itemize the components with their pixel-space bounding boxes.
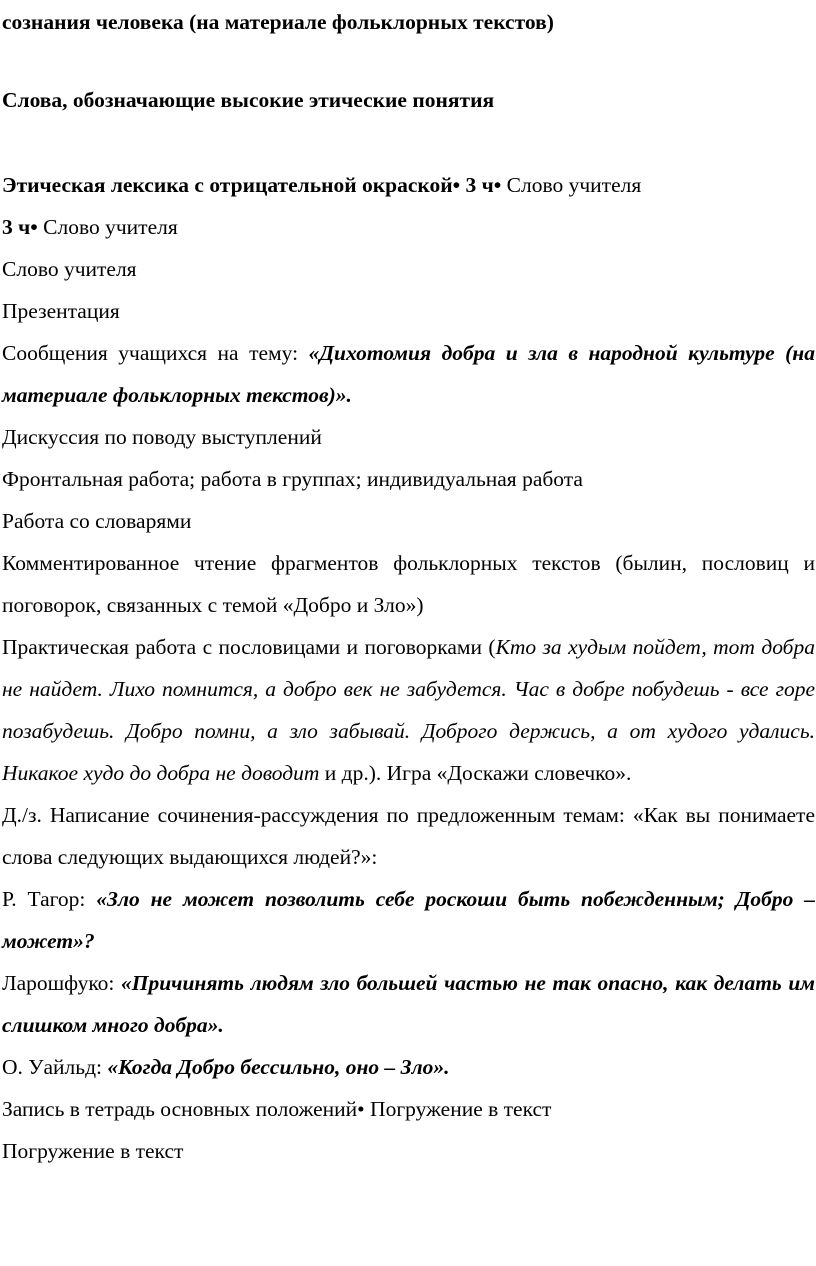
topic-negative-ethics — [2, 164, 815, 206]
hours-line — [2, 206, 815, 248]
method-line: Слово учителя — [2, 257, 137, 281]
quote: «Причинять людям зло большей частью не так опасно, как делать им слишком много добра». — [2, 971, 816, 1037]
heading-continuation: сознания человека (на материале фольклорных текстов) — [2, 10, 554, 34]
immersion-line: Погружение в текст — [2, 1139, 184, 1163]
author: Р. Тагор: — [2, 887, 97, 911]
proverbs: Кто за худым пойдет, тот добра не найдет. Лихо помнится, а добро век не забудется. Час в добре побудешь - все горе позабудешь. Добро помни, а зло забывай. Доброго держись, а от худого удались. Никакое худо до добра не доводит — [2, 635, 815, 785]
quote-larochefoucauld — [2, 962, 815, 1046]
quote: «Когда Добро бессильно, оно – Зло». — [107, 1055, 450, 1079]
quote-tagore — [2, 878, 815, 962]
commented-reading: Комментированное чтение фрагментов фольклорных текстов (былин, пословиц и поговорок, связанных с темой «Добро и Зло») — [2, 551, 815, 617]
practical-work — [2, 626, 815, 794]
practical-label: Практическая работа с пословицами и поговорками ( — [2, 635, 496, 659]
author: Ларошфуко: — [2, 971, 121, 995]
dictionaries-line: Работа со словарями — [2, 509, 192, 533]
author: О. Уайльд: — [2, 1055, 108, 1079]
presentation-line: Презентация — [2, 299, 120, 323]
heading-high-ethics: Слова, обозначающие высокие этические понятия — [2, 88, 495, 112]
reports-topic: «Дихотомия добра и зла в народной культуре (на материале фольклорных текстов)». — [2, 341, 815, 407]
discussion-line: Дискуссия по поводу выступлений — [2, 425, 322, 449]
notes-line: Запись в тетрадь основных положений• Погружение в текст — [2, 1097, 552, 1121]
method: Слово учителя — [37, 215, 178, 239]
method: Слово учителя — [501, 173, 642, 197]
quote: «Зло не может позволить себе роскоши быть побежденным; Добро – может»? — [2, 887, 815, 953]
student-reports — [2, 332, 815, 416]
practical-tail: и др.). Игра «Доскажи словечко». — [319, 761, 632, 785]
homework: Д./з. Написание сочинения-рассуждения по предложенным темам: «Как вы понимаете слова следующих выдающихся людей?»: — [2, 803, 815, 869]
work-forms-line: Фронтальная работа; работа в группах; индивидуальная работа — [2, 467, 583, 491]
topic-title: Этическая лексика с отрицательной окраской• 3 ч• — [2, 173, 502, 197]
quote-wilde — [2, 1046, 815, 1088]
hours: 3 ч• — [2, 215, 38, 239]
reports-label: Сообщения учащихся на тему: — [2, 341, 309, 365]
